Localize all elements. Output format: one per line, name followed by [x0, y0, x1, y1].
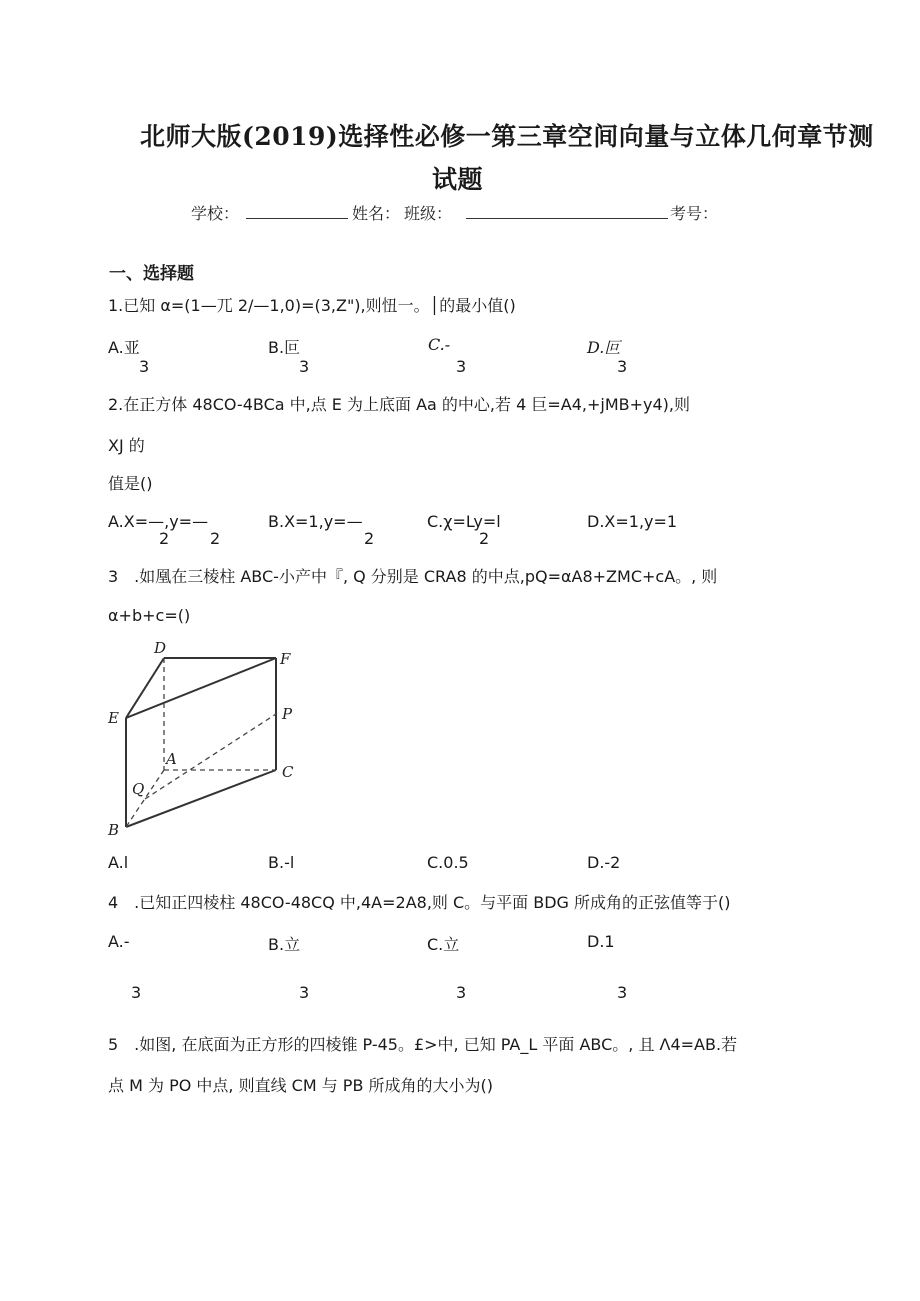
vertex-label-b: B [108, 821, 120, 839]
question-3-stem-line-2: α+b+c=() [108, 606, 191, 625]
school-label: 学校： [191, 204, 240, 223]
vertex-label-f: F [280, 650, 291, 668]
prism-figure [102, 636, 302, 842]
name-label: 姓名： [352, 204, 401, 223]
q1-option-b-denominator: 3 [299, 357, 310, 376]
class-blank[interactable] [466, 218, 668, 219]
q2-option-a-denominator-2: 2 [210, 529, 221, 548]
vertex-label-d: D [154, 639, 167, 657]
q1-option-a: A.亚 [108, 338, 140, 357]
q3-option-b: B.-l [268, 853, 295, 872]
q1-option-b: B.叵 [268, 338, 301, 357]
q2-option-a: A.X=—,y=— [108, 512, 209, 531]
q1-option-d-denominator: 3 [617, 357, 628, 376]
q2-option-b: B.X=1,y=— [268, 512, 363, 531]
q4-option-a: A.- [108, 932, 130, 951]
section-title: 一、选择题 [109, 264, 194, 284]
exam-number-label: 考号： [670, 204, 719, 223]
point-label-q: Q [132, 780, 145, 798]
question-2-stem: 2.在正方体 48CO-4BCa 中,点 E 为上底面 Aa 的中心,若 4 巨=A4,+jMB+y4),则 [108, 395, 690, 414]
q2-option-c: C.χ=Ly=l [427, 512, 501, 531]
page-title-line-1: 北师大版(2019)选择性必修一第三章空间向量与立体几何章节测 [140, 122, 874, 151]
question-4-stem: 4 .已知正四棱柱 48CO-48CQ 中,4A=2A8,则 C。与平面 BDG 所成角的正弦值等于() [108, 893, 731, 912]
q2-option-d: D.X=1,y=1 [587, 512, 678, 531]
q3-option-c: C.0.5 [427, 853, 469, 872]
q1-option-a-denominator: 3 [139, 357, 150, 376]
school-blank[interactable] [246, 218, 348, 219]
q4-option-c: C.立 [427, 935, 460, 954]
class-label: 班级： [404, 204, 453, 223]
q4-option-b-denominator: 3 [299, 983, 310, 1002]
question-3-stem: 3 .如凰在三棱柱 ABC-小产中『, Q 分别是 CRA8 的中点,pQ=αA8+ZMC+cA。, 则 [108, 567, 718, 586]
vertex-label-p: P [282, 705, 293, 723]
vertex-label-e: E [108, 709, 119, 727]
q4-option-a-denominator: 3 [131, 983, 142, 1002]
q4-option-c-denominator: 3 [456, 983, 467, 1002]
q2-option-b-denominator: 2 [364, 529, 375, 548]
question-5-stem-line-2: 点 M 为 PO 中点, 则直线 CM 与 PB 所成角的大小为() [108, 1076, 493, 1095]
q1-option-c-denominator: 3 [456, 357, 467, 376]
question-5-stem: 5 .如图, 在底面为正方形的四棱锥 P-45。£>中, 已知 PA_L 平面 ABC。, 且 Λ4=AB.若 [108, 1035, 738, 1054]
q4-option-b: B.立 [268, 935, 301, 954]
question-2-stem-line-3: 值是() [108, 474, 153, 493]
vertex-label-a: A [166, 750, 177, 768]
vertex-label-c: C [282, 763, 294, 781]
q4-option-d-denominator: 3 [617, 983, 628, 1002]
q4-option-d: D.1 [587, 932, 615, 951]
question-2-stem-line-2: XJ 的 [108, 436, 145, 455]
q2-option-c-denominator: 2 [479, 529, 490, 548]
q1-option-c: C.- [428, 335, 451, 354]
question-1-stem: 1.已知 α=(1—兀 2/—1,0)=(3,Z"),则忸一。│的最小值() [108, 296, 516, 315]
q1-option-d: D.叵 [587, 338, 621, 357]
q3-option-a: A.l [108, 853, 129, 872]
prism-solid-edges [126, 658, 276, 827]
q2-option-a-denominator-1: 2 [159, 529, 170, 548]
page-title-line-2: 试题 [432, 165, 484, 194]
q3-option-d: D.-2 [587, 853, 621, 872]
